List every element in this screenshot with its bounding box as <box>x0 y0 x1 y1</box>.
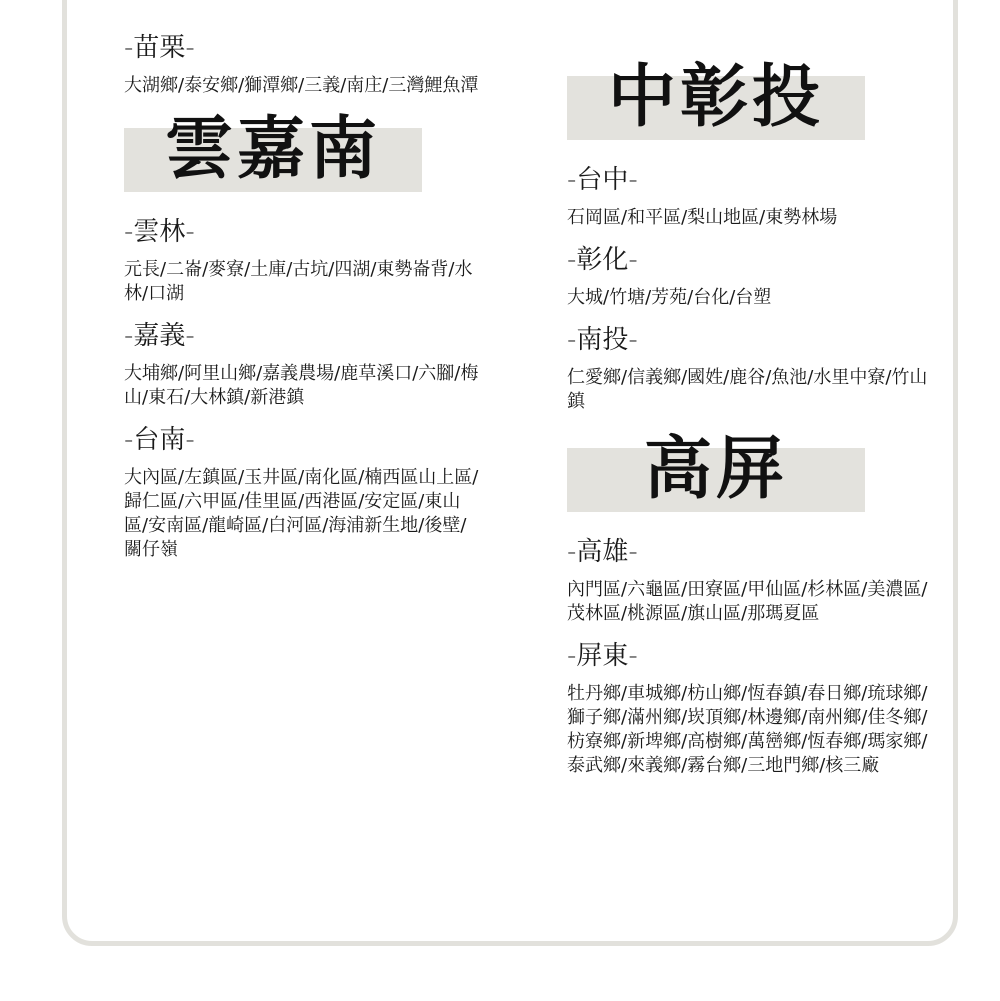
yunlin-heading: -雲林- <box>124 217 195 247</box>
taichung-places: 石岡區/和平區/梨山地區/東勢林場 <box>567 207 838 228</box>
chiayi-places: 大埔鄉/阿里山鄉/嘉義農場/鹿草溪口/六腳/梅山/東石/大林鎮/新港鎮 <box>124 363 479 408</box>
region-title-gaoping: 高屏 <box>643 430 788 509</box>
tainan-places: 大內區/左鎮區/玉井區/南化區/楠西區山上區/歸仁區/六甲區/佳里區/西港區/安定區/東山區/安南區/龍崎區/白河區/海浦新生地/後壁/關仔嶺 <box>124 467 479 560</box>
region-band-gaoping <box>567 430 865 512</box>
miaoli-heading: -苗栗- <box>124 33 195 63</box>
taichung-heading: -台中- <box>567 165 638 195</box>
miaoli-places: 大湖鄉/泰安鄉/獅潭鄉/三義/南庄/三灣鯉魚潭 <box>124 75 479 96</box>
yunlin-places: 元長/二崙/麥寮/土庫/古坑/四湖/東勢崙背/水林/口湖 <box>124 259 473 304</box>
pingtung-heading: -屏東- <box>567 641 638 671</box>
nantou-heading: -南投- <box>567 325 638 355</box>
region-band-zhongzhangtou <box>567 58 865 140</box>
region-title-yunjianan: 雲嘉南 <box>164 110 381 189</box>
tainan-heading: -台南- <box>124 425 195 455</box>
kaohsiung-places: 內門區/六龜區/田寮區/甲仙區/杉林區/美濃區/茂林區/桃源區/旗山區/那瑪夏區 <box>567 579 928 624</box>
right-column <box>567 60 929 792</box>
region-title-zhongzhangtou: 中彰投 <box>607 58 824 137</box>
region-band-yunjianan <box>124 110 422 192</box>
pingtung-places: 牡丹鄉/車城鄉/枋山鄉/恆春鎮/春日鄉/琉球鄉/獅子鄉/滿州鄉/崁頂鄉/林邊鄉/南州鄉/佳冬鄉/枋寮鄉/新埤鄉/高樹鄉/萬巒鄉/恆春鄉/瑪家鄉/泰武鄉/來義鄉/霧台鄉/三地門鄉/核三廠 <box>567 683 928 776</box>
kaohsiung-heading: -高雄- <box>567 537 638 567</box>
left-column <box>124 32 484 576</box>
changhua-places: 大城/竹塘/芳苑/台化/台塑 <box>567 287 772 308</box>
chiayi-heading: -嘉義- <box>124 321 195 351</box>
changhua-heading: -彰化- <box>567 245 638 275</box>
nantou-places: 仁愛鄉/信義鄉/國姓/鹿谷/魚池/水里中寮/竹山鎮 <box>567 367 928 412</box>
